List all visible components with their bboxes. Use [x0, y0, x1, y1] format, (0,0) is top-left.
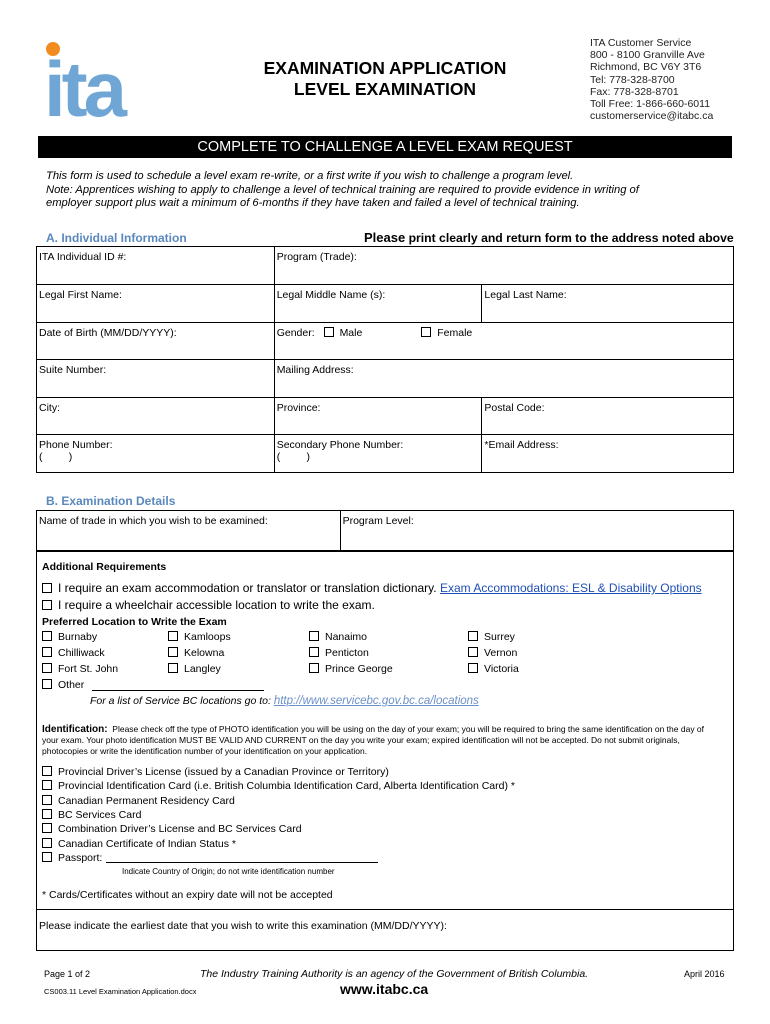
location-option[interactable] — [468, 631, 515, 643]
identification-label: Identification: — [42, 724, 108, 735]
expiry-note: * Cards/Certificates without an expiry date will not be accepted — [42, 889, 333, 901]
middle-name-label: Legal Middle Name (s): — [276, 289, 386, 301]
id-option[interactable] — [42, 809, 141, 821]
female-checkbox[interactable] — [421, 327, 431, 337]
gender-label: Gender: — [276, 327, 315, 339]
location-option[interactable] — [168, 647, 224, 659]
mailing-address-label: Mailing Address: — [276, 364, 354, 376]
program-trade-label: Program (Trade): — [276, 251, 357, 263]
intro-line: Note: Apprentices wishing to apply to challenge a level of technical training are required to provide evidence in writing of — [46, 183, 639, 196]
accommodation-checkbox[interactable] — [42, 583, 52, 593]
ita-id-field[interactable] — [37, 247, 275, 285]
contact-line: Richmond, BC V6Y 3T6 — [590, 61, 702, 74]
wheelchair-label: I require a wheelchair accessible location to write the exam. — [58, 598, 375, 612]
print-note — [364, 230, 734, 245]
dob-label: Date of Birth (MM/DD/YYYY): — [39, 327, 177, 339]
province-label: Province: — [276, 402, 321, 414]
location-checkbox[interactable] — [468, 647, 478, 657]
logo-text: ita — [44, 45, 124, 122]
passport-hint: Indicate Country of Origin; do not write identification number — [122, 867, 335, 876]
trade-name-label: Name of trade in which you wish to be examined: — [39, 515, 268, 527]
location-label: Penticton — [325, 647, 369, 659]
location-checkbox[interactable] — [468, 631, 478, 641]
servicebc-note — [90, 695, 479, 707]
section-b-title: B. Examination Details — [46, 494, 176, 508]
id-option[interactable] — [42, 780, 515, 792]
id-option[interactable] — [42, 823, 302, 835]
passport-option[interactable] — [42, 852, 102, 864]
location-label: Burnaby — [58, 631, 98, 643]
location-checkbox[interactable] — [309, 631, 319, 641]
location-checkbox[interactable] — [309, 647, 319, 657]
location-option[interactable] — [42, 647, 105, 659]
location-option[interactable] — [42, 663, 118, 675]
last-name-label: Legal Last Name: — [484, 289, 567, 301]
print-note-lead: Please — [364, 230, 406, 245]
email-label: *Email Address: — [484, 439, 559, 451]
passport-label: Passport: — [58, 852, 103, 864]
identification-text: photocopies or write the identification number of your identification on your application. — [42, 746, 368, 756]
id-option[interactable] — [42, 795, 235, 807]
other-location-checkbox[interactable] — [42, 679, 52, 689]
identification-text: Please check off the type of PHOTO identification you will be using on the day of your exam; you will be required to bring the same identification on the day of — [112, 724, 705, 734]
location-option[interactable] — [309, 631, 367, 643]
other-location-row — [42, 679, 84, 691]
id-checkbox[interactable] — [42, 766, 52, 776]
section-a-title: A. Individual Information — [46, 231, 187, 245]
id-checkbox[interactable] — [42, 823, 52, 833]
program-level-label: Program Level: — [342, 515, 414, 527]
id-label: Provincial Driver’s License (issued by a Canadian Province or Territory) — [58, 766, 389, 778]
exam-details-table — [36, 510, 734, 552]
last-name-field[interactable] — [482, 285, 734, 323]
document-id: CS003.11 Level Examination Application.docx — [44, 987, 197, 996]
agency-note: The Industry Training Authority is an agency of the Government of British Columbia. — [200, 968, 589, 980]
city-label: City: — [39, 402, 60, 414]
location-option[interactable] — [309, 663, 393, 675]
trade-name-field[interactable] — [37, 511, 341, 552]
phone-area-code: ( ) — [39, 451, 73, 463]
middle-name-field[interactable] — [274, 285, 482, 323]
location-label: Kelowna — [184, 647, 225, 659]
intro-text — [46, 170, 736, 211]
id-checkbox[interactable] — [42, 838, 52, 848]
id-checkbox[interactable] — [42, 809, 52, 819]
id-label: Combination Driver’s License and BC Services Card — [58, 823, 302, 835]
contact-line: 800 - 8100 Granville Ave — [590, 49, 705, 62]
city-field[interactable] — [37, 398, 275, 435]
contact-email: customerservice@itabc.ca — [590, 110, 714, 123]
identification-text: your exam. Your photo identification MUST BE VALID AND CURRENT on the day you write your exam; expired identification will not be accepted. Do not submit originals, — [42, 735, 680, 745]
intro-line: This form is used to schedule a level exam re-write, or a first write if you wish to challenge a program level. — [46, 170, 574, 182]
print-note-rest: print clearly and return form to the address noted above — [405, 231, 734, 245]
individual-info-table — [36, 246, 734, 473]
location-label: Fort St. John — [58, 663, 119, 675]
title-line-2: LEVEL EXAMINATION — [293, 79, 477, 99]
email-field[interactable] — [482, 435, 734, 473]
program-trade-field[interactable] — [274, 247, 733, 285]
location-option[interactable] — [168, 663, 221, 675]
contact-line: ITA Customer Service — [590, 37, 692, 49]
id-checkbox[interactable] — [42, 780, 52, 790]
location-checkbox[interactable] — [42, 647, 52, 657]
postal-code-field[interactable] — [482, 398, 734, 435]
location-option[interactable] — [309, 647, 369, 659]
province-field[interactable] — [274, 398, 482, 435]
location-label: Chilliwack — [58, 647, 105, 659]
secondary-phone-field[interactable] — [274, 435, 482, 473]
location-checkbox[interactable] — [42, 663, 52, 673]
location-option[interactable] — [468, 663, 519, 675]
earliest-date-field[interactable] — [36, 909, 734, 951]
footer-url: www.itabc.ca — [340, 981, 429, 997]
first-name-label: Legal First Name: — [39, 289, 122, 301]
location-label: Langley — [184, 663, 221, 675]
ita-logo — [42, 38, 154, 122]
program-level-field[interactable] — [340, 511, 733, 552]
secondary-phone-label: Secondary Phone Number: — [276, 439, 404, 451]
passport-country-line[interactable] — [106, 862, 378, 863]
contact-line: Tel: 778-328-8700 — [590, 73, 675, 86]
form-title — [240, 58, 530, 100]
location-option[interactable] — [168, 631, 231, 643]
location-checkbox[interactable] — [42, 631, 52, 641]
male-checkbox[interactable] — [324, 327, 334, 337]
location-label: Victoria — [484, 663, 519, 675]
id-label: Provincial Identification Card (i.e. British Columbia Identification Card, Alberta Identification Card) * — [58, 780, 515, 792]
location-checkbox[interactable] — [168, 631, 178, 641]
intro-line: employer support plus wait a minimum of 6-months if they have taken and failed a level of technical training. — [46, 197, 580, 209]
revision-date: April 2016 — [684, 969, 725, 979]
location-label: Nanaimo — [325, 631, 368, 643]
location-label: Vernon — [484, 647, 518, 659]
servicebc-prefix: For a list of Service BC locations go to: — [90, 695, 271, 707]
id-label: Canadian Permanent Residency Card — [58, 795, 235, 807]
location-checkbox[interactable] — [309, 663, 319, 673]
contact-line: Fax: 778-328-8701 — [590, 85, 679, 98]
location-label: Prince George — [325, 663, 393, 675]
id-label: BC Services Card — [58, 809, 142, 821]
location-checkbox[interactable] — [468, 663, 478, 673]
dob-field[interactable] — [37, 323, 275, 360]
accommodation-label: I require an exam accommodation or translator or translation dictionary. — [58, 581, 437, 595]
first-name-field[interactable] — [37, 285, 275, 323]
page-number: Page 1 of 2 — [44, 969, 91, 979]
ita-id-label: ITA Individual ID #: — [39, 251, 127, 263]
location-option[interactable] — [42, 631, 97, 643]
wheelchair-row — [42, 598, 375, 612]
earliest-date-label: Please indicate the earliest date that you wish to write this examination (MM/DD/YYYY): — [39, 920, 447, 932]
contact-block — [590, 37, 713, 122]
suite-field[interactable] — [37, 360, 275, 398]
preferred-location-heading: Preferred Location to Write the Exam — [42, 616, 227, 628]
location-label: Kamloops — [184, 631, 231, 643]
mailing-address-field[interactable] — [274, 360, 733, 398]
postal-code-label: Postal Code: — [484, 402, 545, 414]
title-line-1: EXAMINATION APPLICATION — [263, 58, 507, 78]
phone-label: Phone Number: — [39, 439, 113, 451]
secondary-phone-area-code: ( ) — [276, 451, 310, 463]
contact-line: Toll Free: 1-866-660-6011 — [590, 98, 711, 111]
other-location-label: Other — [58, 679, 85, 691]
suite-label: Suite Number: — [39, 364, 107, 376]
female-label: Female — [437, 327, 473, 339]
accommodation-link[interactable]: Exam Accommodations: ESL & Disability Options — [439, 581, 702, 595]
id-checkbox[interactable] — [42, 795, 52, 805]
form-banner: COMPLETE TO CHALLENGE A LEVEL EXAM REQUEST — [38, 136, 732, 158]
identification-instructions — [42, 724, 732, 757]
wheelchair-checkbox[interactable] — [42, 600, 52, 610]
gender-field — [274, 323, 733, 360]
other-location-line[interactable] — [92, 690, 264, 691]
id-option[interactable] — [42, 766, 389, 778]
accommodation-row — [42, 581, 702, 595]
id-label: Canadian Certificate of Indian Status * — [58, 838, 237, 850]
location-checkbox[interactable] — [168, 647, 178, 657]
servicebc-link[interactable]: http://www.servicebc.gov.bc.ca/locations — [273, 695, 479, 707]
male-label: Male — [339, 327, 363, 339]
location-option[interactable] — [468, 647, 517, 659]
id-option[interactable] — [42, 838, 236, 850]
location-label: Surrey — [484, 631, 515, 643]
passport-checkbox[interactable] — [42, 852, 52, 862]
additional-requirements-heading: Additional Requirements — [42, 561, 167, 573]
location-checkbox[interactable] — [168, 663, 178, 673]
phone-field[interactable] — [37, 435, 275, 473]
